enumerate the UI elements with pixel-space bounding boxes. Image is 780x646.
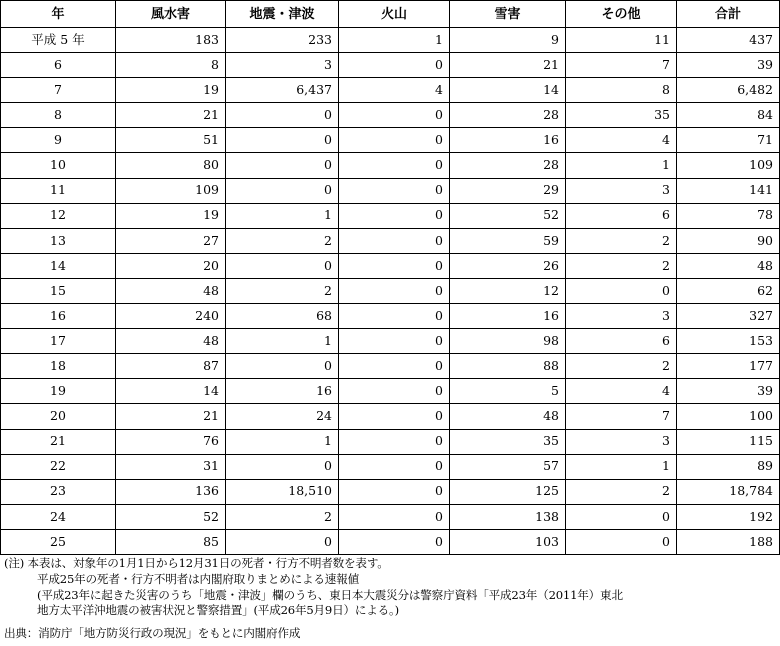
value-cell: 0 bbox=[339, 454, 450, 479]
note-line: 地方太平洋沖地震の被害状況と警察措置」(平成26年5月9日）による。) bbox=[37, 603, 399, 618]
value-cell: 0 bbox=[339, 529, 450, 554]
year-cell: 14 bbox=[1, 253, 116, 278]
year-cell: 11 bbox=[1, 178, 116, 203]
value-cell: 192 bbox=[677, 504, 780, 529]
value-cell: 90 bbox=[677, 228, 780, 253]
value-cell: 35 bbox=[450, 429, 566, 454]
value-cell: 188 bbox=[677, 529, 780, 554]
value-cell: 437 bbox=[677, 28, 780, 53]
value-cell: 48 bbox=[116, 278, 226, 303]
value-cell: 136 bbox=[116, 479, 226, 504]
value-cell: 109 bbox=[116, 178, 226, 203]
note-line: 平成25年の死者・行方不明者は内閣府取りまとめによる速報値 bbox=[37, 571, 359, 586]
value-cell: 31 bbox=[116, 454, 226, 479]
value-cell: 0 bbox=[566, 529, 677, 554]
value-cell: 28 bbox=[450, 153, 566, 178]
value-cell: 76 bbox=[116, 429, 226, 454]
column-header: 風水害 bbox=[116, 1, 226, 28]
value-cell: 327 bbox=[677, 304, 780, 329]
year-cell: 平成 5 年 bbox=[1, 28, 116, 53]
value-cell: 8 bbox=[116, 53, 226, 78]
value-cell: 18,784 bbox=[677, 479, 780, 504]
column-header: 合計 bbox=[677, 1, 780, 28]
value-cell: 0 bbox=[339, 53, 450, 78]
value-cell: 98 bbox=[450, 329, 566, 354]
value-cell: 88 bbox=[450, 354, 566, 379]
value-cell: 78 bbox=[677, 203, 780, 228]
notes bbox=[4, 556, 778, 619]
value-cell: 19 bbox=[116, 203, 226, 228]
value-cell: 39 bbox=[677, 53, 780, 78]
value-cell: 0 bbox=[226, 454, 339, 479]
value-cell: 100 bbox=[677, 404, 780, 429]
value-cell: 80 bbox=[116, 153, 226, 178]
value-cell: 240 bbox=[116, 304, 226, 329]
note-line: (注) 本表は、対象年の1月1日から12月31日の死者・行方不明者数を表す。 bbox=[4, 556, 389, 570]
value-cell: 48 bbox=[677, 253, 780, 278]
value-cell: 0 bbox=[339, 404, 450, 429]
value-cell: 89 bbox=[677, 454, 780, 479]
value-cell: 2 bbox=[226, 504, 339, 529]
value-cell: 1 bbox=[226, 429, 339, 454]
column-header: 年 bbox=[1, 1, 116, 28]
table-row bbox=[1, 304, 780, 329]
value-cell: 3 bbox=[566, 304, 677, 329]
value-cell: 1 bbox=[226, 203, 339, 228]
table-row bbox=[1, 454, 780, 479]
table-row bbox=[1, 103, 780, 128]
table-row bbox=[1, 404, 780, 429]
value-cell: 3 bbox=[566, 429, 677, 454]
value-cell: 0 bbox=[339, 304, 450, 329]
value-cell: 57 bbox=[450, 454, 566, 479]
year-cell: 13 bbox=[1, 228, 116, 253]
value-cell: 0 bbox=[339, 379, 450, 404]
value-cell: 115 bbox=[677, 429, 780, 454]
year-cell: 22 bbox=[1, 454, 116, 479]
value-cell: 26 bbox=[450, 253, 566, 278]
value-cell: 85 bbox=[116, 529, 226, 554]
value-cell: 109 bbox=[677, 153, 780, 178]
table-row bbox=[1, 78, 780, 103]
value-cell: 141 bbox=[677, 178, 780, 203]
value-cell: 0 bbox=[339, 479, 450, 504]
value-cell: 20 bbox=[116, 253, 226, 278]
value-cell: 18,510 bbox=[226, 479, 339, 504]
value-cell: 21 bbox=[116, 404, 226, 429]
year-cell: 23 bbox=[1, 479, 116, 504]
value-cell: 16 bbox=[450, 304, 566, 329]
year-cell: 18 bbox=[1, 354, 116, 379]
year-cell: 15 bbox=[1, 278, 116, 303]
year-cell: 21 bbox=[1, 429, 116, 454]
value-cell: 125 bbox=[450, 479, 566, 504]
table-row bbox=[1, 278, 780, 303]
value-cell: 4 bbox=[339, 78, 450, 103]
value-cell: 6 bbox=[566, 329, 677, 354]
value-cell: 0 bbox=[226, 128, 339, 153]
year-cell: 12 bbox=[1, 203, 116, 228]
value-cell: 0 bbox=[226, 103, 339, 128]
value-cell: 0 bbox=[339, 429, 450, 454]
value-cell: 103 bbox=[450, 529, 566, 554]
table-row bbox=[1, 53, 780, 78]
year-cell: 17 bbox=[1, 329, 116, 354]
value-cell: 7 bbox=[566, 404, 677, 429]
note-line: (平成23年に起きた災害のうち「地震・津波」欄のうち、東日本大震災分は警察庁資料「平成23年（2011年）東北 bbox=[37, 587, 623, 602]
value-cell: 177 bbox=[677, 354, 780, 379]
value-cell: 7 bbox=[566, 53, 677, 78]
value-cell: 0 bbox=[226, 354, 339, 379]
value-cell: 0 bbox=[226, 253, 339, 278]
value-cell: 21 bbox=[116, 103, 226, 128]
value-cell: 2 bbox=[566, 354, 677, 379]
year-cell: 20 bbox=[1, 404, 116, 429]
value-cell: 0 bbox=[226, 153, 339, 178]
value-cell: 3 bbox=[566, 178, 677, 203]
value-cell: 233 bbox=[226, 28, 339, 53]
value-cell: 14 bbox=[450, 78, 566, 103]
value-cell: 29 bbox=[450, 178, 566, 203]
value-cell: 2 bbox=[566, 253, 677, 278]
year-cell: 19 bbox=[1, 379, 116, 404]
value-cell: 71 bbox=[677, 128, 780, 153]
value-cell: 0 bbox=[339, 354, 450, 379]
table-row bbox=[1, 128, 780, 153]
value-cell: 5 bbox=[450, 379, 566, 404]
value-cell: 0 bbox=[566, 504, 677, 529]
value-cell: 27 bbox=[116, 228, 226, 253]
year-cell: 24 bbox=[1, 504, 116, 529]
column-header: 火山 bbox=[339, 1, 450, 28]
table-row bbox=[1, 253, 780, 278]
value-cell: 0 bbox=[339, 153, 450, 178]
value-cell: 21 bbox=[450, 53, 566, 78]
value-cell: 12 bbox=[450, 278, 566, 303]
year-cell: 9 bbox=[1, 128, 116, 153]
table-row bbox=[1, 228, 780, 253]
value-cell: 0 bbox=[339, 329, 450, 354]
value-cell: 11 bbox=[566, 28, 677, 53]
value-cell: 84 bbox=[677, 103, 780, 128]
value-cell: 2 bbox=[226, 278, 339, 303]
value-cell: 0 bbox=[339, 253, 450, 278]
value-cell: 9 bbox=[450, 28, 566, 53]
value-cell: 1 bbox=[226, 329, 339, 354]
value-cell: 1 bbox=[566, 454, 677, 479]
value-cell: 4 bbox=[566, 128, 677, 153]
value-cell: 14 bbox=[116, 379, 226, 404]
value-cell: 16 bbox=[450, 128, 566, 153]
value-cell: 39 bbox=[677, 379, 780, 404]
value-cell: 2 bbox=[566, 479, 677, 504]
value-cell: 4 bbox=[566, 379, 677, 404]
value-cell: 0 bbox=[339, 103, 450, 128]
year-cell: 7 bbox=[1, 78, 116, 103]
value-cell: 2 bbox=[566, 228, 677, 253]
table-row bbox=[1, 354, 780, 379]
value-cell: 16 bbox=[226, 379, 339, 404]
table-row bbox=[1, 429, 780, 454]
value-cell: 183 bbox=[116, 28, 226, 53]
source-credit: 出典：消防庁「地方防災行政の現況」をもとに内閣府作成 bbox=[4, 626, 301, 640]
table-row bbox=[1, 529, 780, 554]
column-header: その他 bbox=[566, 1, 677, 28]
value-cell: 8 bbox=[566, 78, 677, 103]
value-cell: 0 bbox=[226, 178, 339, 203]
table-row bbox=[1, 178, 780, 203]
value-cell: 0 bbox=[339, 278, 450, 303]
column-header: 雪害 bbox=[450, 1, 566, 28]
year-cell: 10 bbox=[1, 153, 116, 178]
value-cell: 68 bbox=[226, 304, 339, 329]
value-cell: 48 bbox=[450, 404, 566, 429]
value-cell: 0 bbox=[566, 278, 677, 303]
year-cell: 8 bbox=[1, 103, 116, 128]
value-cell: 24 bbox=[226, 404, 339, 429]
value-cell: 28 bbox=[450, 103, 566, 128]
column-header: 地震・津波 bbox=[226, 1, 339, 28]
table-row bbox=[1, 329, 780, 354]
value-cell: 0 bbox=[339, 203, 450, 228]
value-cell: 51 bbox=[116, 128, 226, 153]
value-cell: 1 bbox=[566, 153, 677, 178]
value-cell: 35 bbox=[566, 103, 677, 128]
value-cell: 0 bbox=[226, 529, 339, 554]
value-cell: 0 bbox=[339, 504, 450, 529]
table-row bbox=[1, 504, 780, 529]
value-cell: 0 bbox=[339, 228, 450, 253]
value-cell: 52 bbox=[116, 504, 226, 529]
table-row bbox=[1, 479, 780, 504]
year-cell: 16 bbox=[1, 304, 116, 329]
table-row bbox=[1, 28, 780, 53]
value-cell: 3 bbox=[226, 53, 339, 78]
value-cell: 2 bbox=[226, 228, 339, 253]
table-header-row bbox=[1, 1, 780, 28]
value-cell: 59 bbox=[450, 228, 566, 253]
value-cell: 87 bbox=[116, 354, 226, 379]
value-cell: 6,437 bbox=[226, 78, 339, 103]
value-cell: 62 bbox=[677, 278, 780, 303]
value-cell: 6,482 bbox=[677, 78, 780, 103]
value-cell: 19 bbox=[116, 78, 226, 103]
value-cell: 153 bbox=[677, 329, 780, 354]
table-body bbox=[1, 28, 780, 555]
value-cell: 52 bbox=[450, 203, 566, 228]
year-cell: 6 bbox=[1, 53, 116, 78]
value-cell: 1 bbox=[339, 28, 450, 53]
table-row bbox=[1, 203, 780, 228]
value-cell: 6 bbox=[566, 203, 677, 228]
table-row bbox=[1, 153, 780, 178]
value-cell: 0 bbox=[339, 128, 450, 153]
value-cell: 0 bbox=[339, 178, 450, 203]
value-cell: 48 bbox=[116, 329, 226, 354]
value-cell: 138 bbox=[450, 504, 566, 529]
year-cell: 25 bbox=[1, 529, 116, 554]
table-row bbox=[1, 379, 780, 404]
